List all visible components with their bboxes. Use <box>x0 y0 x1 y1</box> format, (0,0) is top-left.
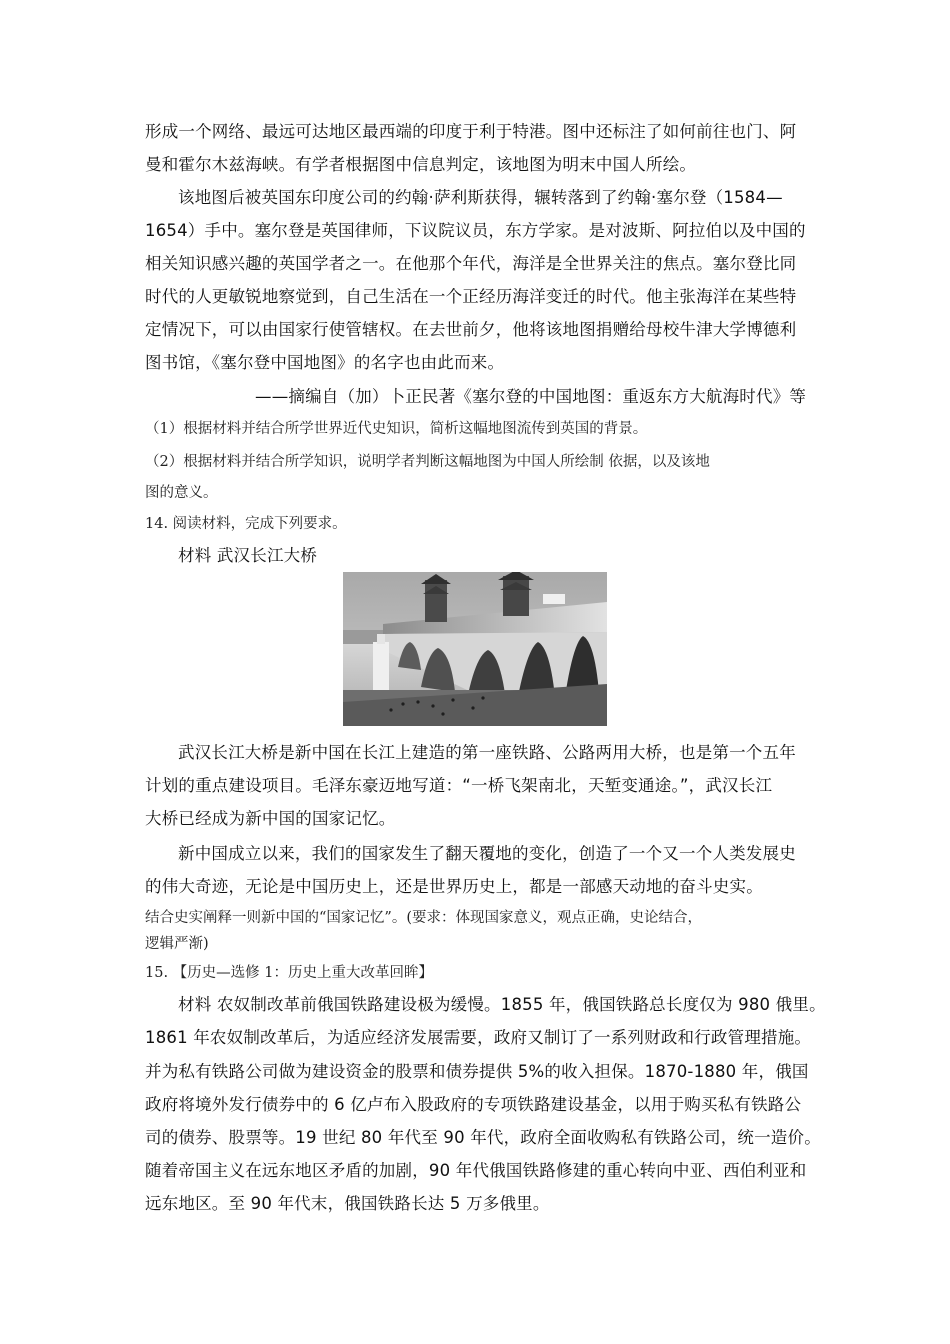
material-paragraph-1: 大桥已经成为新中国的国家记忆。 <box>145 809 396 828</box>
source-citation: ——摘编自（加）卜正民著《塞尔登的中国地图：重返东方大航海时代》等 <box>255 387 807 406</box>
question-14: 结合史实阐释一则新中国的“国家记忆”。(要求：体现国家意义，观点正确，史论结合， <box>145 910 702 926</box>
question-15-title: 15. 【历史—选修 1：历史上重大改革回眸】 <box>145 965 434 981</box>
passage-line: 时代的人更敏锐地察觉到，自己生活在一个正经历海洋变迁的时代。他主张海洋在某些特 <box>145 287 797 306</box>
passage-line: 图书馆，《塞尔登中国地图》的名字也由此而来。 <box>145 353 505 372</box>
passage-line: 定情况下，可以由国家行使管辖权。在去世前夕，他将该地图捐赠给母校牛津大学博德利 <box>145 320 797 339</box>
question-14-title: 14. 阅读材料，完成下列要求。 <box>145 516 347 532</box>
passage-line: 曼和霍尔木兹海峡。有学者根据图中信息判定，该地图为明末中国人所绘。 <box>145 155 697 174</box>
passage-line: 1654）手中。塞尔登是英国律师，下议院议员，东方学家。是对波斯、阿拉伯以及中国的 <box>145 221 806 240</box>
question-14-cont: 逻辑严渐) <box>145 936 209 952</box>
q15-material-line: 远东地区。至 90 年代末，俄国铁路长达 5 万多俄里。 <box>145 1194 550 1213</box>
material-paragraph-2: 的伟大奇迹，无论是中国历史上，还是世界历史上，都是一部感天动地的奋斗史实。 <box>145 877 763 896</box>
q15-material-line: 并为私有铁路公司做为建设资金的股票和债券提供 5%的收入担保。1870-1880 年，俄国 <box>145 1062 809 1081</box>
material-paragraph-1: 武汉长江大桥是新中国在长江上建造的第一座铁路、公路两用大桥，也是第一个五年 <box>178 743 796 762</box>
material-label: 材料 武汉长江大桥 <box>178 546 318 565</box>
q15-material-line: 1861 年农奴制改革后，为适应经济发展需要，政府又制订了一系列财政和行政管理措施。 <box>145 1028 812 1047</box>
question-13-2: （2）根据材料并结合所学知识，说明学者判断这幅地图为中国人所绘制 依据，以及该地 <box>145 454 710 470</box>
q15-material-line: 司的债券、股票等。19 世纪 80 年代至 90 年代，政府全面收购私有铁路公司，统一造价。 <box>145 1128 821 1147</box>
question-13-1: （1）根据材料并结合所学世界近代史知识，简析这幅地图流传到英国的背景。 <box>145 421 648 437</box>
passage-line: 该地图后被英国东印度公司的约翰·萨利斯获得，辗转落到了约翰·塞尔登（1584— <box>178 188 783 207</box>
material-paragraph-2: 新中国成立以来，我们的国家发生了翻天覆地的变化，创造了一个又一个人类发展史 <box>178 844 796 863</box>
passage-line: 形成一个网络、最远可达地区最西端的印度于利于特港。图中还标注了如何前往也门、阿 <box>145 122 797 141</box>
q15-material-line: 政府将境外发行债券中的 6 亿卢布入股政府的专项铁路建设基金，以用于购买私有铁路公 <box>145 1095 802 1114</box>
passage-line: 相关知识感兴趣的英国学者之一。在他那个年代，海洋是全世界关注的焦点。塞尔登比同 <box>145 254 797 273</box>
bridge-photo-icon <box>343 572 607 726</box>
q15-material-line: 材料 农奴制改革前俄国铁路建设极为缓慢。1855 年，俄国铁路总长度仅为 980 俄里。 <box>178 995 826 1014</box>
bridge-photo <box>343 572 607 726</box>
q15-material-line: 随着帝国主义在远东地区矛盾的加剧，90 年代俄国铁路修建的重心转向中亚、西伯利亚和 <box>145 1161 807 1180</box>
question-13-2-cont: 图的意义。 <box>145 485 218 501</box>
material-paragraph-1: 计划的重点建设项目。毛泽东豪迈地写道：“一桥飞架南北，天堑变通途。”，武汉长江 <box>145 776 773 795</box>
